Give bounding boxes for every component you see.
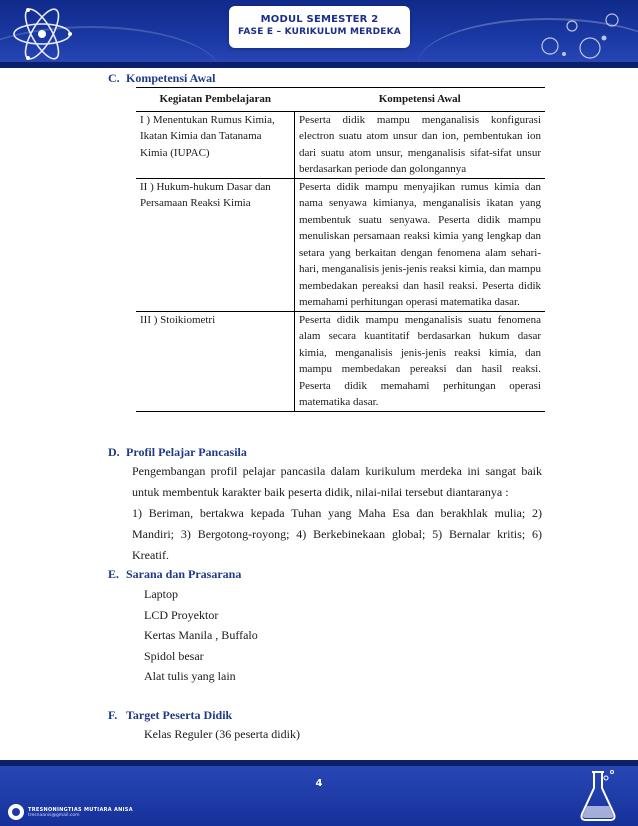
target-text: Kelas Reguler (36 peserta didik) (144, 727, 300, 741)
module-title-box (229, 6, 410, 48)
section-c-heading (108, 71, 215, 86)
brand-email: tresnaanis@gmail.com (28, 812, 80, 818)
section-letter: E. (108, 567, 120, 581)
kompetensi-awal-table (136, 87, 545, 412)
page-footer (0, 760, 638, 826)
section-title: Sarana dan Prasarana (126, 567, 242, 581)
section-e-heading (108, 567, 241, 582)
module-title: MODUL SEMESTER 2 (260, 14, 379, 25)
list-item: Laptop (144, 587, 178, 601)
section-f-heading (108, 708, 232, 723)
table-cell-kegiatan: II ) Hukum-hukum Dasar dan Persamaan Reaksi Kimia (136, 178, 295, 311)
table-row (136, 111, 545, 178)
atom-icon (10, 4, 74, 64)
list-item: Spidol besar (144, 648, 204, 663)
table-row (136, 178, 545, 311)
list-item: Alat tulis yang lain (144, 669, 236, 683)
table-cell-kompetensi: Peserta didik mampu menganalisis konfigurasi electron suatu atom unsur dan ion, pembentukan ion dari suatu atom unsur, menganalisis sifat-sifat unsur berdasarkan periode dan golongannya (295, 111, 546, 178)
flask-icon (576, 768, 620, 822)
page-header (0, 0, 638, 68)
table-row (136, 311, 545, 411)
brand-name: TRESNONINGTIAS MUTIARA ANISA (28, 806, 133, 813)
section-letter: D. (108, 445, 120, 459)
section-letter: C. (108, 71, 120, 85)
list-item: Kertas Manila , Buffalo (144, 628, 258, 642)
table-header-row (136, 88, 545, 112)
sarana-list (144, 584, 258, 687)
table-cell-kegiatan: III ) Stoikiometri (136, 311, 295, 411)
section-title: Target Peserta Didik (126, 708, 233, 722)
section-letter: F. (108, 708, 118, 722)
section-title: Kompetensi Awal (126, 71, 216, 85)
author-brand (8, 804, 133, 820)
header-stripe (0, 62, 638, 68)
table-cell-kompetensi: Peserta didik mampu menganalisis suatu fenomena alam secara kuantitatif berdasarkan hukum dasar kimia, menganalisis jenis-jenis reaksi kimia, dan mampu membedakan pereaksi dan hasil reaksi. Peserta didik memahami perhitungan operasi matematika dasar. (295, 311, 546, 411)
bubbles-decoration-icon (520, 6, 630, 62)
module-subtitle: FASE E – KURIKULUM MERDEKA (238, 27, 401, 37)
brand-logo-icon (8, 804, 24, 820)
table-header-kegiatan: Kegiatan Pembelajaran (136, 88, 295, 112)
section-d-heading (108, 445, 247, 460)
list-item: LCD Proyektor (144, 607, 219, 622)
profil-paragraph: Pengembangan profil pelajar pancasila dalam kurikulum merdeka ini sangat baik untuk membentuk karakter baik peserta didik, nilai-nilai tersebut diantaranya : (132, 464, 542, 499)
table-cell-kompetensi: Peserta didik mampu menyajikan rumus kimia dan nama senyawa kimianya, menganalisis ikatan yang membentuk suatu senyawa. Peserta didik mampu menuliskan persamaan reaksi kimia yang lengkap dan setara yang berkaitan dengan fenomena alam sehari-hari, menganalisis jenis-jenis reaksi kimia, dan mampu membedakan pereaksi dan hasil reaksi. Peserta didik memahami perhitungan operasi matematika dasar. (295, 178, 546, 311)
footer-stripe (0, 760, 638, 766)
table-header-kompetensi: Kompetensi Awal (295, 88, 546, 112)
section-title: Profil Pelajar Pancasila (126, 445, 247, 459)
profil-values: 1) Beriman, bertakwa kepada Tuhan yang Maha Esa dan berakhlak mulia; 2) Mandiri; 3) Bergotong-royong; 4) Berkebinekaan global; 5) Bernalar kritis; 6) Kreatif. (132, 506, 542, 562)
page-number: 4 (315, 778, 323, 789)
table-cell-kegiatan: I ) Menentukan Rumus Kimia, Ikatan Kimia dan Tatanama Kimia (IUPAC) (136, 111, 295, 178)
